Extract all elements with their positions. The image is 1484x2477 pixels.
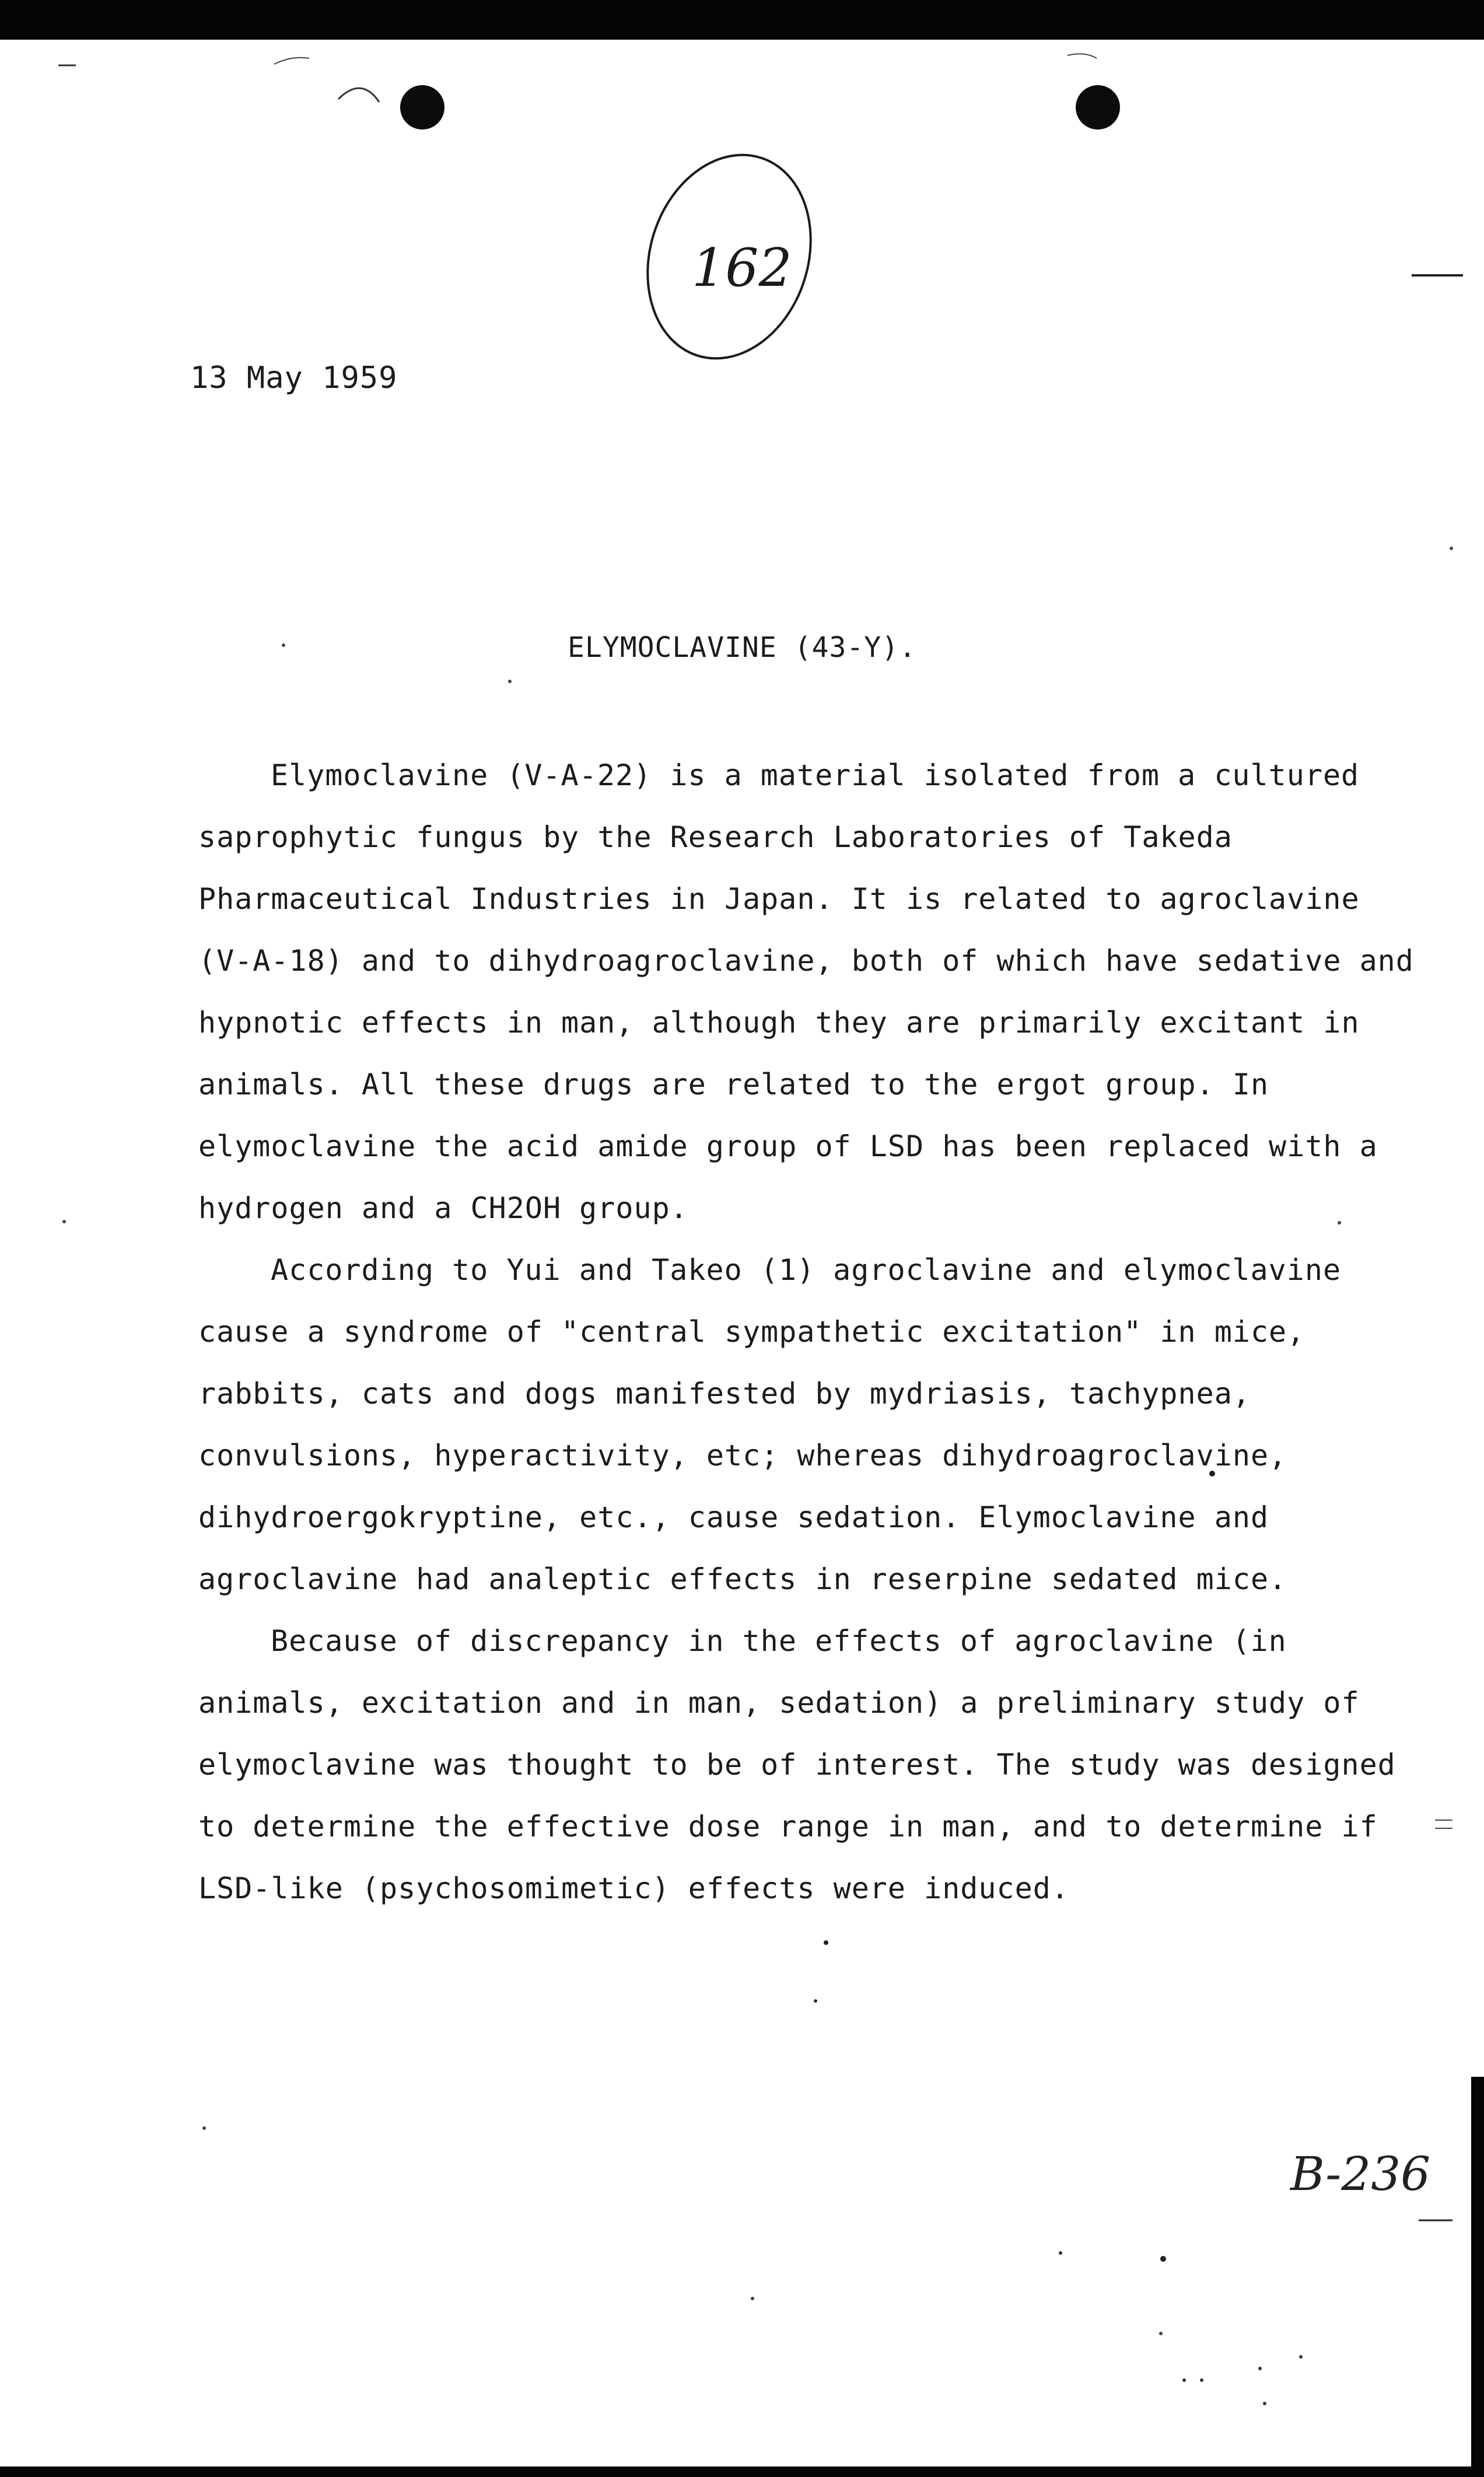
document-title: ELYMOCLAVINE (43-Y).	[568, 631, 916, 664]
paragraph-2: According to Yui and Takeo (1) agroclavine and elymoclavine cause a syndrome of "central sympathetic excitation" in mice, rabbits, cats and dogs manifested by mydriasis, tachypnea, convulsions, hyperactivity, etc; whereas dihydroagroclavine, dihydroergokryptine, etc., cause sedation. Elymoclavine and agroclavine had analeptic effects in reserpine sedated mice.	[198, 1253, 1342, 1596]
handwritten-document-id: B-236	[1290, 2147, 1430, 2201]
document-body	[198, 744, 1423, 1919]
paragraph-3: Because of discrepancy in the effects of agroclavine (in animals, excitation and in man, sedation) a preliminary study of elymoclavine was thought to be of interest. The study was designed to determine the effective dose range in man, and to determine if LSD-like (psychosomimetic) effects were induced.	[198, 1624, 1396, 1905]
paragraph-1: Elymoclavine (V-A-22) is a material isolated from a cultured saprophytic fungus by the Research Laboratories of Takeda Pharmaceutical Industries in Japan. It is related to agroclavine (V-A-18) and to dihydroagroclavine, both of which have sedative and hypnotic effects in man, although they are primarily excitant in animals. All these drugs are related to the ergot group. In elymoclavine the acid amide group of LSD has been replaced with a hydrogen and a CH2OH group.	[198, 758, 1414, 1225]
page-number-text: 162	[692, 237, 792, 299]
handwritten-page-number	[636, 146, 822, 382]
document-date: 13 May 1959	[190, 361, 398, 396]
